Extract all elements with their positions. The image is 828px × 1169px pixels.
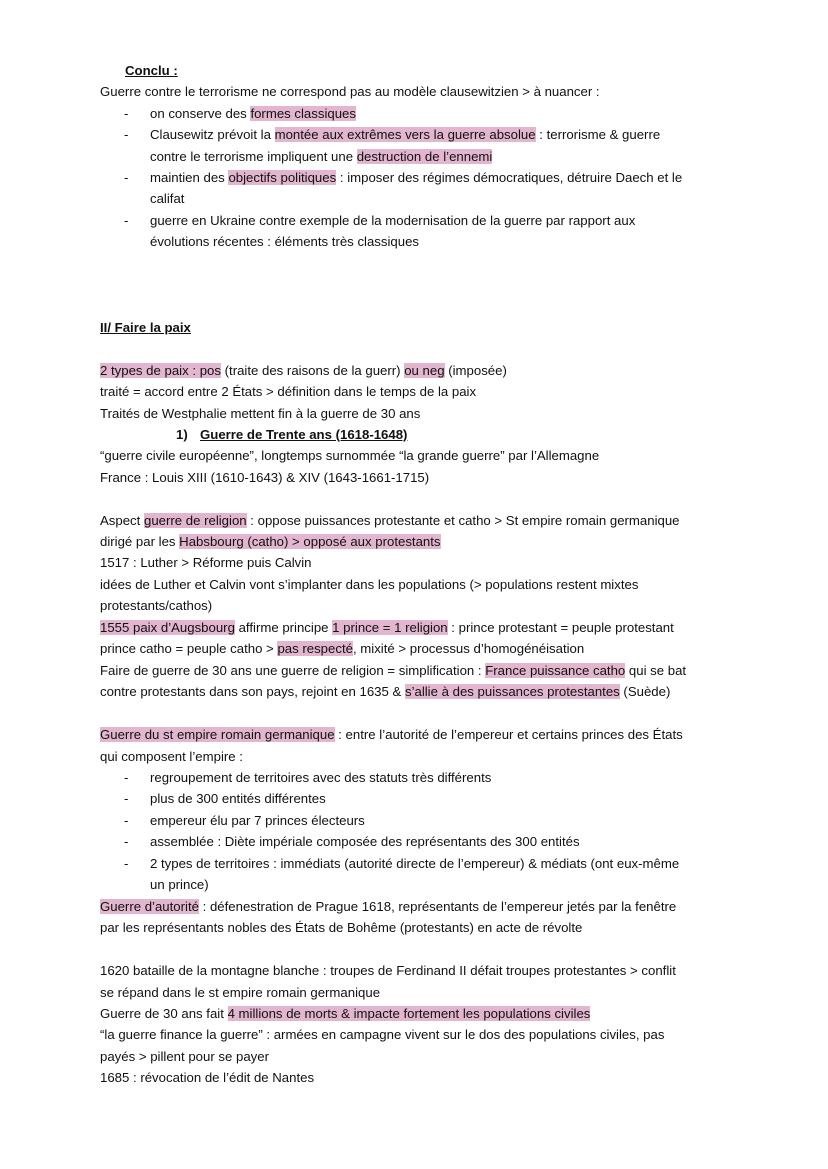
highlight: pas respecté (277, 641, 353, 656)
peace-types-line: 2 types de paix : pos (traite des raisons de la guerr) ou neg (imposée) (100, 363, 507, 378)
text-line: Guerre du st empire romain germanique : entre l’autorité de l’empereur et certains princes des États (100, 727, 683, 742)
list-item: assemblée : Diète impériale composée des représentants des 300 entités (150, 834, 580, 849)
text-line: dirigé par les Habsbourg (catho) > opposé aux protestants (100, 534, 441, 549)
bullet-dash: - (124, 170, 129, 185)
highlight: formes classiques (250, 106, 356, 121)
text-line: prince catho = peuple catho > pas respecté, mixité > processus d’homogénéisation (100, 641, 585, 656)
highlight: destruction de l’ennemi (356, 149, 493, 164)
text-line: 1517 : Luther > Réforme puis Calvin (100, 555, 312, 570)
text-line: protestants/cathos) (100, 598, 213, 613)
list-item-cont: un prince) (150, 877, 209, 892)
highlight: ou neg (404, 363, 445, 378)
highlight: 4 millions de morts & impacte fortement les populations civiles (227, 1006, 591, 1021)
highlight: Guerre d’autorité (100, 899, 199, 914)
list-item: empereur élu par 7 princes électeurs (150, 813, 365, 828)
bullet-dash: - (124, 791, 129, 806)
highlight: montée aux extrêmes vers la guerre absolue (274, 127, 536, 142)
conclusion-bullet-2: Clausewitz prévoit la montée aux extrêmes vers la guerre absolue : terrorisme & guerre (150, 127, 661, 142)
text-line: 1620 bataille de la montagne blanche : troupes de Ferdinand II défait troupes protestantes > conflit (100, 963, 676, 978)
highlight: France puissance catho (485, 663, 626, 678)
text-line: Guerre d’autorité : défenestration de Prague 1618, représentants de l’empereur jetés par la fenêtre (100, 899, 677, 914)
conclusion-bullet-3-cont: califat (150, 191, 185, 206)
conclusion-heading: Conclu : (125, 63, 178, 78)
text-line: Faire de guerre de 30 ans une guerre de religion = simplification : France puissance catho qui se bat (100, 663, 687, 678)
text-line: “la guerre finance la guerre” : armées en campagne vivent sur le dos des populations civiles, pas (100, 1027, 665, 1042)
text-line: contre protestants dans son pays, rejoint en 1635 & s’allie à des puissances protestantes (Suède) (100, 684, 671, 699)
conclusion-bullet-2-cont: contre le terrorisme impliquent une destruction de l’ennemi (150, 149, 493, 164)
text-line: France : Louis XIII (1610-1643) & XIV (1643-1661-1715) (100, 470, 430, 485)
conclusion-bullet-4-cont: évolutions récentes : éléments très classiques (150, 234, 420, 249)
text-line: payés > pillent pour se payer (100, 1049, 269, 1064)
conclusion-bullet-3: maintien des objectifs politiques : imposer des régimes démocratiques, détruire Daech et le (150, 170, 683, 185)
bullet-dash: - (124, 770, 129, 785)
conclusion-bullet-4: guerre en Ukraine contre exemple de la modernisation de la guerre par rapport aux (150, 213, 636, 228)
highlight: s’allie à des puissances protestantes (404, 684, 620, 699)
highlight: Habsbourg (catho) > opposé aux protestants (179, 534, 441, 549)
text-line: se répand dans le st empire romain germanique (100, 985, 381, 1000)
bullet-dash: - (124, 213, 129, 228)
bullet-dash: - (124, 834, 129, 849)
subsection-title: Guerre de Trente ans (1618-1648) (200, 427, 408, 442)
highlight: objectifs politiques (228, 170, 337, 185)
subsection-number: 1) (176, 427, 188, 442)
text-line: “guerre civile européenne”, longtemps surnommée “la grande guerre” par l’Allemagne (100, 448, 600, 463)
list-item: plus de 300 entités différentes (150, 791, 326, 806)
highlight: 1555 paix d’Augsbourg (100, 620, 235, 635)
text-line: par les représentants nobles des États de Bohême (protestants) en acte de révolte (100, 920, 583, 935)
text-line: 1685 : révocation de l’édit de Nantes (100, 1070, 315, 1085)
highlight: 2 types de paix : pos (100, 363, 221, 378)
bullet-dash: - (124, 106, 129, 121)
section-heading: II/ Faire la paix (100, 320, 191, 335)
highlight: Guerre du st empire romain germanique (100, 727, 335, 742)
highlight: 1 prince = 1 religion (332, 620, 448, 635)
list-item: 2 types de territoires : immédiats (autorité directe de l’empereur) & médiats (ont eux-même (150, 856, 680, 871)
text-line: Aspect guerre de religion : oppose puissances protestante et catho > St empire romain germanique (100, 513, 680, 528)
text-line: qui composent l’empire : (100, 749, 243, 764)
conclusion-bullet-1: on conserve des formes classiques (150, 106, 356, 121)
bullet-dash: - (124, 127, 129, 142)
text-line: idées de Luther et Calvin vont s’implanter dans les populations (> populations restent mixtes (100, 577, 639, 592)
text-line: Guerre de 30 ans fait 4 millions de morts & impacte fortement les populations civiles (100, 1006, 591, 1021)
text-line: traité = accord entre 2 États > définition dans le temps de la paix (100, 384, 477, 399)
conclusion-intro: Guerre contre le terrorisme ne correspond pas au modèle clausewitzien > à nuancer : (100, 84, 600, 99)
bullet-dash: - (124, 813, 129, 828)
text-line: 1555 paix d’Augsbourg affirme principe 1 prince = 1 religion : prince protestant = peuple protestant (100, 620, 674, 635)
text-line: Traités de Westphalie mettent fin à la guerre de 30 ans (100, 406, 421, 421)
bullet-dash: - (124, 856, 129, 871)
highlight: guerre de religion (143, 513, 247, 528)
list-item: regroupement de territoires avec des statuts très différents (150, 770, 492, 785)
